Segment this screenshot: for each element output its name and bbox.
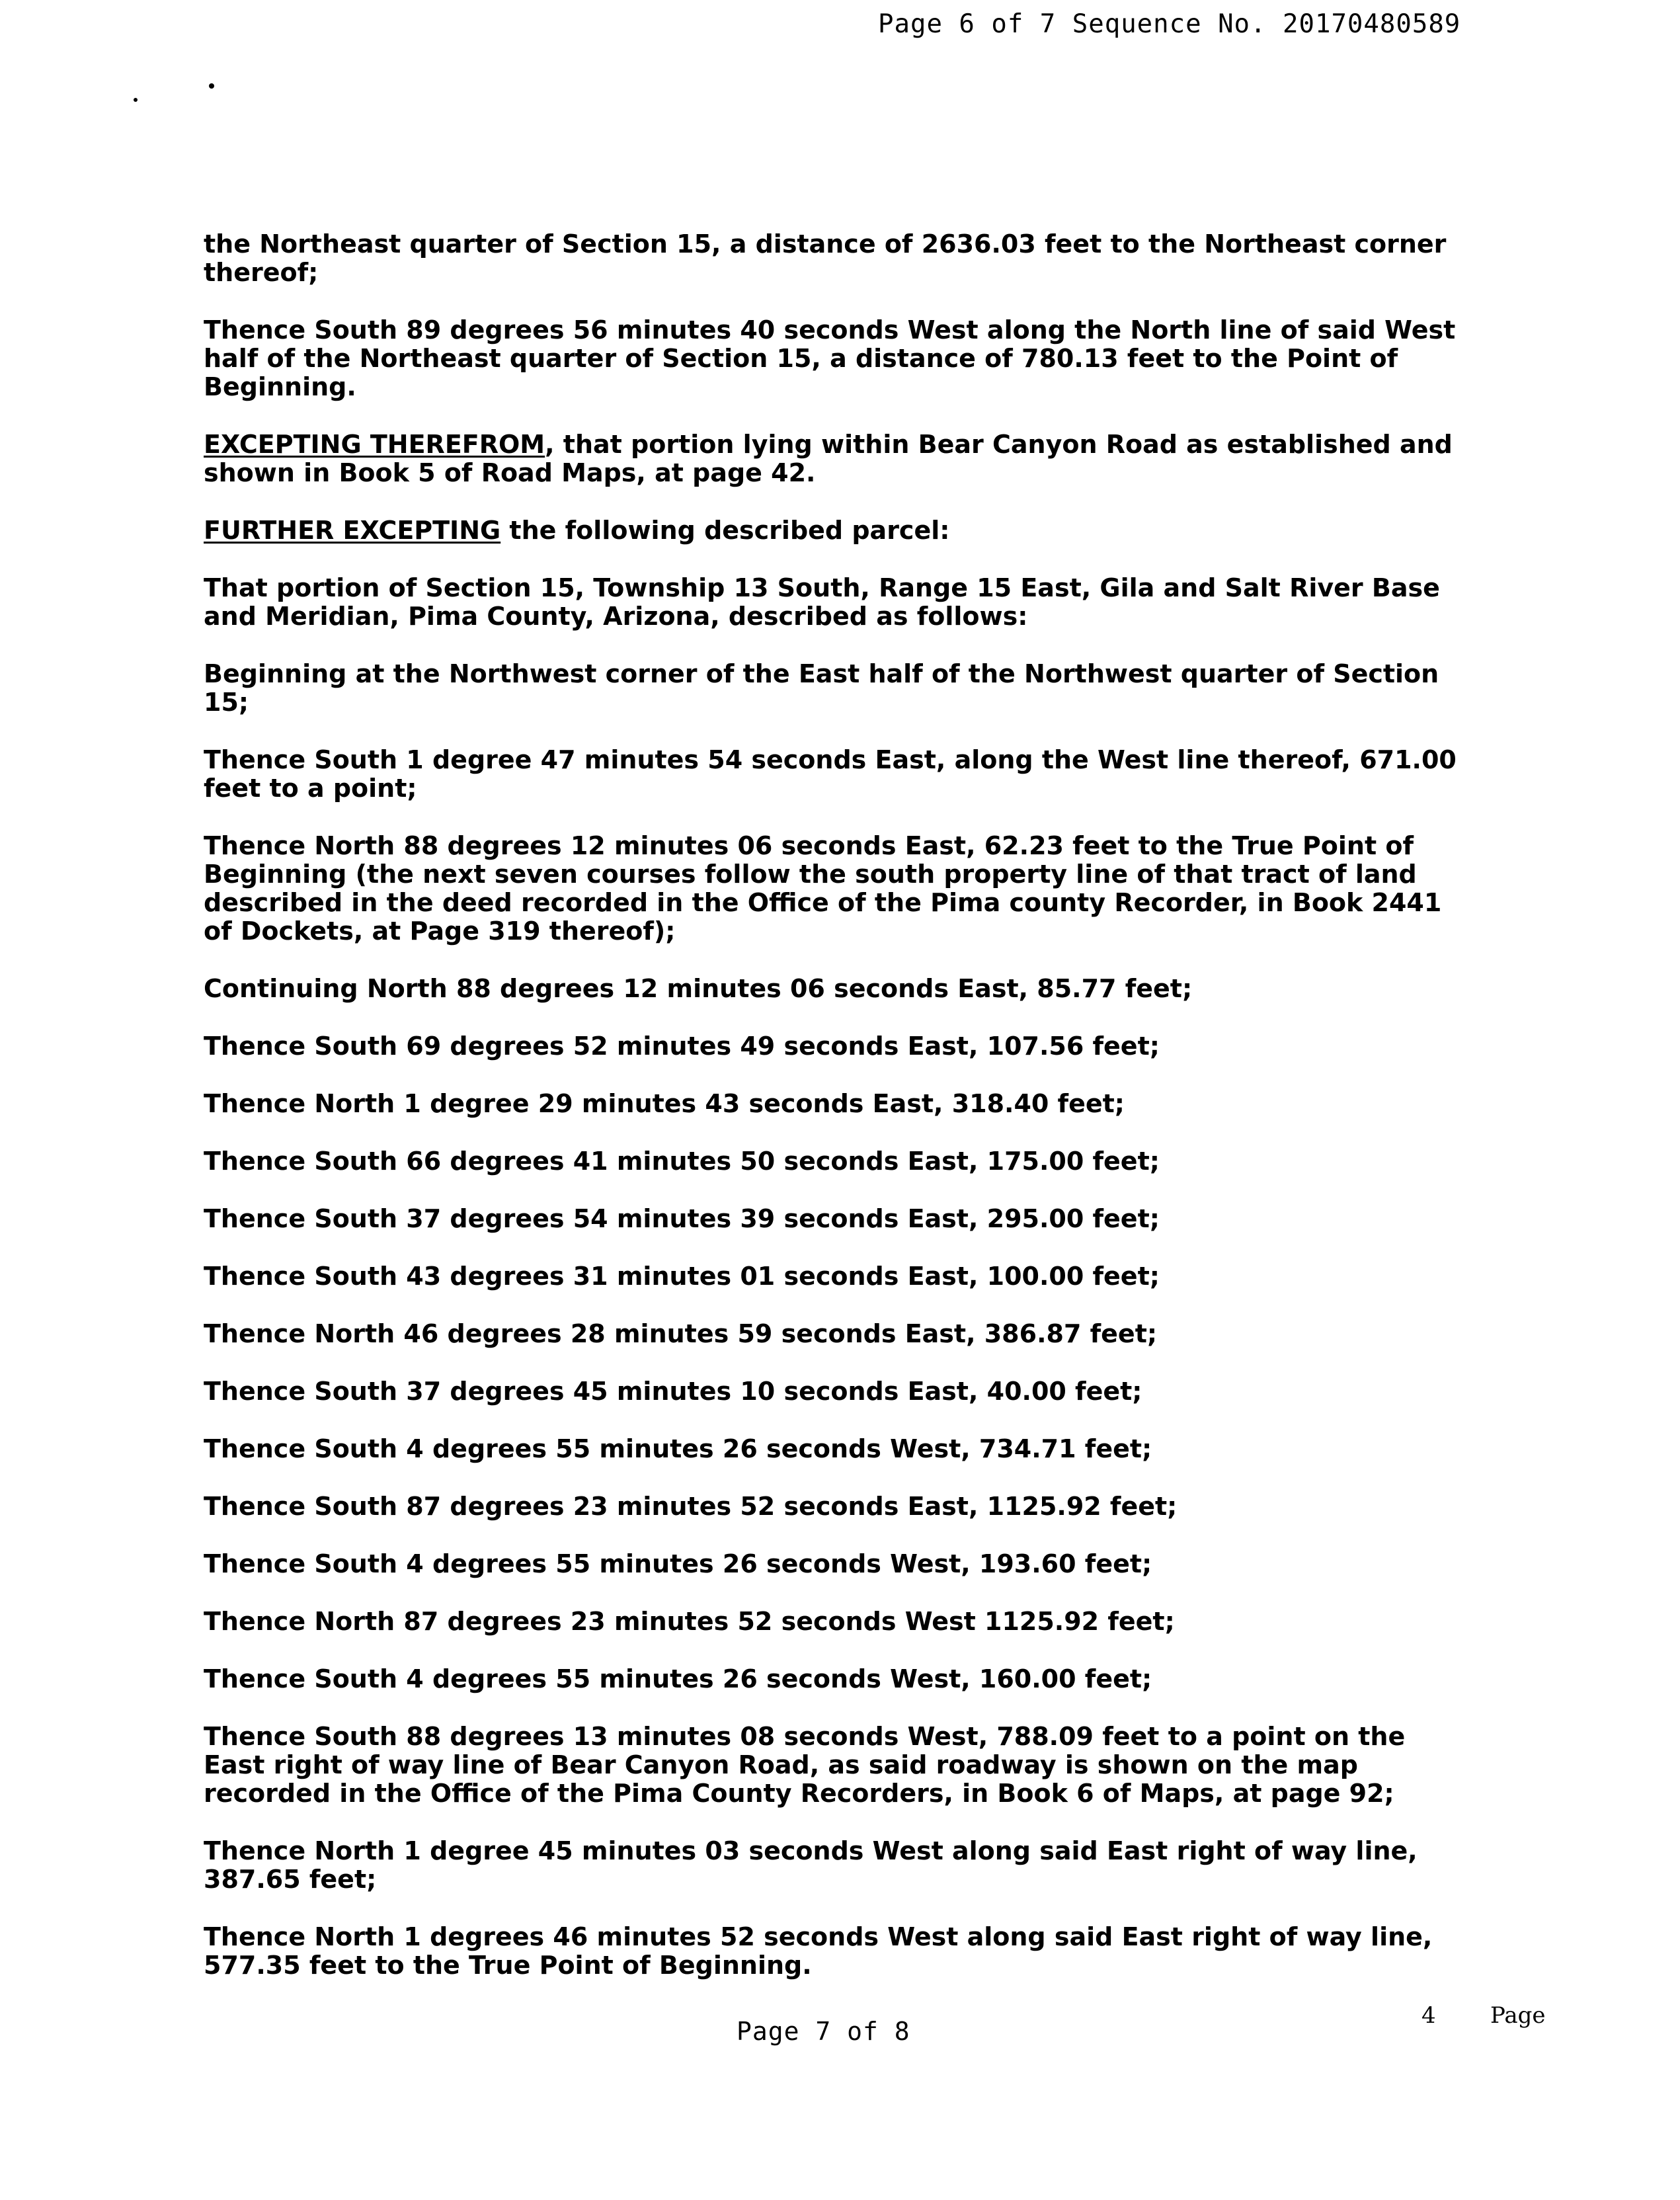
- paragraph-2: Thence South 89 degrees 56 minutes 40 seconds West along the North line of said West half of the Northeast quarter of Section 15, a distance of 780.13 feet to the Point of Beginning.: [204, 315, 1456, 401]
- paragraph-6: Beginning at the Northwest corner of the East half of the Northwest quarter of Section 15;: [204, 659, 1439, 717]
- paragraph-11: Thence North 1 degree 29 minutes 43 seconds East, 318.40 feet;: [204, 1089, 1125, 1118]
- paragraph-13: Thence South 37 degrees 54 minutes 39 seconds East, 295.00 feet;: [204, 1204, 1160, 1233]
- footer-page-of: Page 7 of 8: [737, 2017, 910, 2046]
- paragraph-18: Thence South 87 degrees 23 minutes 52 seconds East, 1125.92 feet;: [204, 1492, 1178, 1521]
- scan-speck: [209, 83, 214, 89]
- paragraph-20: Thence North 87 degrees 23 minutes 52 seconds West 1125.92 feet;: [204, 1607, 1175, 1636]
- paragraph-9: Continuing North 88 degrees 12 minutes 06 seconds East, 85.77 feet;: [204, 974, 1193, 1003]
- paragraph-1: the Northeast quarter of Section 15, a distance of 2636.03 feet to the Northeast corner thereof;: [204, 229, 1447, 287]
- paragraph-8: Thence North 88 degrees 12 minutes 06 seconds East, 62.23 feet to the True Point of Beginning (the next seven courses follow the south property line of that tract of land described in the deed recorded in the Office of the Pima county Recorder, in Book 2441 of Dockets, at Page 319 thereof);: [204, 831, 1442, 946]
- paragraph-12: Thence South 66 degrees 41 minutes 50 seconds East, 175.00 feet;: [204, 1147, 1160, 1176]
- paragraph-21: Thence South 4 degrees 55 minutes 26 seconds West, 160.00 feet;: [204, 1664, 1152, 1693]
- paragraph-excepting-therefrom: EXCEPTING THEREFROM, that portion lying within Bear Canyon Road as established and shown in Book 5 of Road Maps, at page 42.: [204, 430, 1453, 487]
- footer-page-number: 4: [1421, 2002, 1436, 2029]
- paragraph-10: Thence South 69 degrees 52 minutes 49 seconds East, 107.56 feet;: [204, 1032, 1160, 1061]
- paragraph-19: Thence South 4 degrees 55 minutes 26 seconds West, 193.60 feet;: [204, 1549, 1152, 1578]
- paragraph-24: Thence North 1 degrees 46 minutes 52 seconds West along said East right of way line, 577.35 feet to the True Point of Beginning.: [204, 1922, 1433, 1980]
- paragraph-14: Thence South 43 degrees 31 minutes 01 seconds East, 100.00 feet;: [204, 1262, 1160, 1291]
- paragraph-23: Thence North 1 degree 45 minutes 03 seconds West along said East right of way line, 387.65 feet;: [204, 1836, 1418, 1894]
- paragraph-7: Thence South 1 degree 47 minutes 54 seconds East, along the West line thereof, 671.00 feet to a point;: [204, 745, 1457, 803]
- excepting-therefrom-heading: EXCEPTING THEREFROM: [204, 430, 545, 459]
- paragraph-15: Thence North 46 degrees 28 minutes 59 seconds East, 386.87 feet;: [204, 1319, 1158, 1348]
- scan-speck: [134, 98, 138, 102]
- footer-page-label: Page: [1490, 2002, 1546, 2029]
- document-body: [204, 230, 1460, 2009]
- paragraph-22: Thence South 88 degrees 13 minutes 08 seconds West, 788.09 feet to a point on the East right of way line of Bear Canyon Road, as said roadway is shown on the map recorded in the Office of the Pima County Recorders, in Book 6 of Maps, at page 92;: [204, 1722, 1406, 1808]
- paragraph-further-excepting: FURTHER EXCEPTING the following described parcel:: [204, 516, 950, 545]
- sequence-header: Page 6 of 7 Sequence No. 20170480589: [878, 9, 1461, 39]
- further-excepting-heading: FURTHER EXCEPTING: [204, 516, 501, 545]
- paragraph-16: Thence South 37 degrees 45 minutes 10 seconds East, 40.00 feet;: [204, 1377, 1142, 1406]
- paragraph-5: That portion of Section 15, Township 13 South, Range 15 East, Gila and Salt River Base and Meridian, Pima County, Arizona, described as follows:: [204, 573, 1440, 631]
- paragraph-17: Thence South 4 degrees 55 minutes 26 seconds West, 734.71 feet;: [204, 1434, 1152, 1463]
